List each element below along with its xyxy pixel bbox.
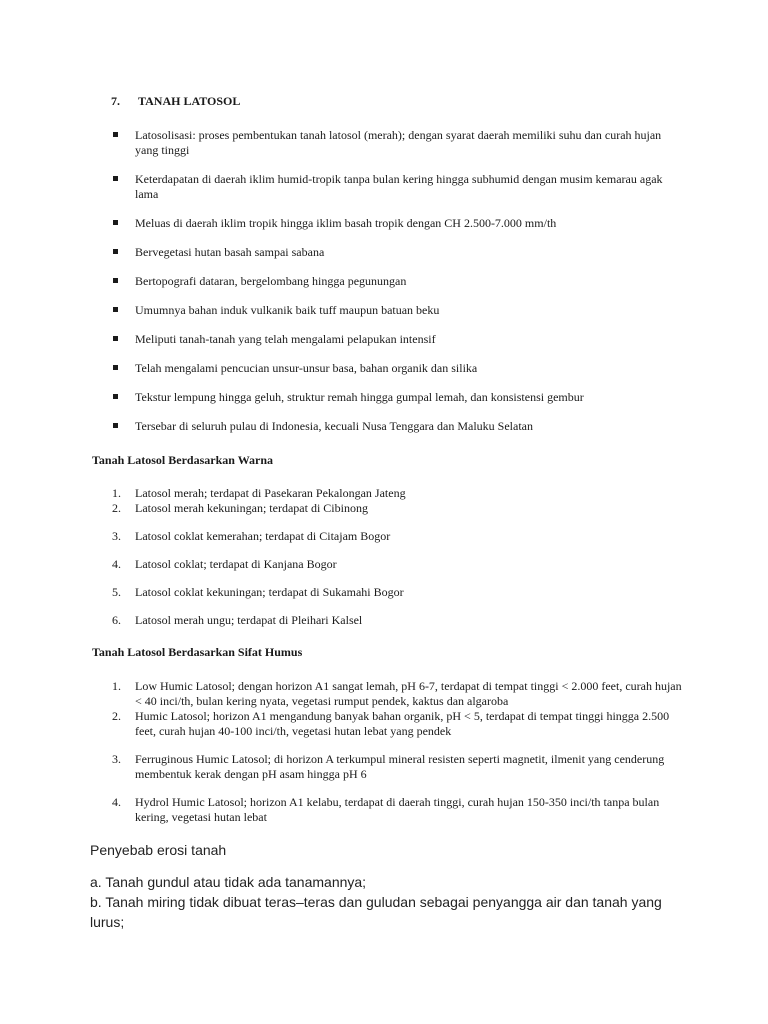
characteristics-list <box>113 128 673 448</box>
warna-heading: Tanah Latosol Berdasarkan Warna <box>92 453 274 467</box>
square-bullet-icon <box>113 307 118 312</box>
list-item: Tersebar di seluruh pulau di Indonesia, kecuali Nusa Tenggara dan Maluku Selatan <box>113 419 673 434</box>
list-item: 3. Latosol coklat kemerahan; terdapat di Citajam Bogor <box>112 529 391 543</box>
list-item: Bertopografi dataran, bergelombang hingga pegunungan <box>113 274 673 289</box>
erosi-item-b: b. Tanah miring tidak dibuat teras–teras dan guludan sebagai penyangga air dan tanah yang lurus; <box>90 894 662 930</box>
list-item: Meluas di daerah iklim tropik hingga iklim basah tropik dengan CH 2.500-7.000 mm/th <box>113 216 673 231</box>
list-item: Keterdapatan di daerah iklim humid-tropik tanpa bulan kering hingga subhumid dengan musim kemarau agak lama <box>113 172 673 202</box>
square-bullet-icon <box>113 394 118 399</box>
list-item: 3. Ferruginous Humic Latosol; di horizon A terkumpul mineral resisten seperti magnetit, ilmenit yang cenderung membentuk kerak dengan pH asam hingga pH 6 <box>112 752 665 781</box>
erosi-heading: Penyebab erosi tanah <box>90 842 227 858</box>
square-bullet-icon <box>113 132 118 137</box>
square-bullet-icon <box>113 423 118 428</box>
section-number: 7. <box>111 94 120 108</box>
list-item: Telah mengalami pencucian unsur-unsur basa, bahan organik dan silika <box>113 361 673 376</box>
square-bullet-icon <box>113 336 118 341</box>
list-item: 1. Low Humic Latosol; dengan horizon A1 sangat lemah, pH 6-7, terdapat di tempat tinggi < 2.000 feet, curah hujan < 40 inci/th, bulan kering nyata, vegetasi rumput pendek, kaktus dan algaroba <box>112 679 682 708</box>
list-item: 4. Hydrol Humic Latosol; horizon A1 kelabu, terdapat di daerah tinggi, curah hujan 150-350 inci/th tanpa bulan kering, vegetasi hutan lebat <box>112 795 660 824</box>
section-title: TANAH LATOSOL <box>138 94 241 108</box>
list-item: Meliputi tanah-tanah yang telah mengalami pelapukan intensif <box>113 332 673 347</box>
list-item: 5. Latosol coklat kekuningan; terdapat di Sukamahi Bogor <box>112 585 404 599</box>
list-item: 2. Latosol merah kekuningan; terdapat di Cibinong <box>112 501 368 515</box>
square-bullet-icon <box>113 176 118 181</box>
erosi-item-a: a. Tanah gundul atau tidak ada tanamannya; <box>90 874 367 890</box>
square-bullet-icon <box>113 278 118 283</box>
list-item: 4. Latosol coklat; terdapat di Kanjana Bogor <box>112 557 337 571</box>
list-item: 6. Latosol merah ungu; terdapat di Pleihari Kalsel <box>112 613 363 627</box>
list-item: 1. Latosol merah; terdapat di Pasekaran Pekalongan Jateng <box>112 486 406 500</box>
square-bullet-icon <box>113 365 118 370</box>
square-bullet-icon <box>113 220 118 225</box>
list-item: Latosolisasi: proses pembentukan tanah latosol (merah); dengan syarat daerah memiliki suhu dan curah hujan yang tinggi <box>113 128 673 158</box>
list-item: 2. Humic Latosol; horizon A1 mengandung banyak bahan organik, pH < 5, terdapat di tempat tinggi hingga 2.500 feet, curah hujan 40-100 inci/th, vegetasi hutan lebat yang pendek <box>112 709 670 738</box>
list-item: Tekstur lempung hingga geluh, struktur remah hingga gumpal lemah, dan konsistensi gembur <box>113 390 673 405</box>
square-bullet-icon <box>113 249 118 254</box>
list-item: Umumnya bahan induk vulkanik baik tuff maupun batuan beku <box>113 303 673 318</box>
humus-heading: Tanah Latosol Berdasarkan Sifat Humus <box>92 645 303 659</box>
list-item: Bervegetasi hutan basah sampai sabana <box>113 245 673 260</box>
humus-list <box>112 679 682 825</box>
section-heading <box>111 94 240 109</box>
warna-list <box>112 486 682 628</box>
